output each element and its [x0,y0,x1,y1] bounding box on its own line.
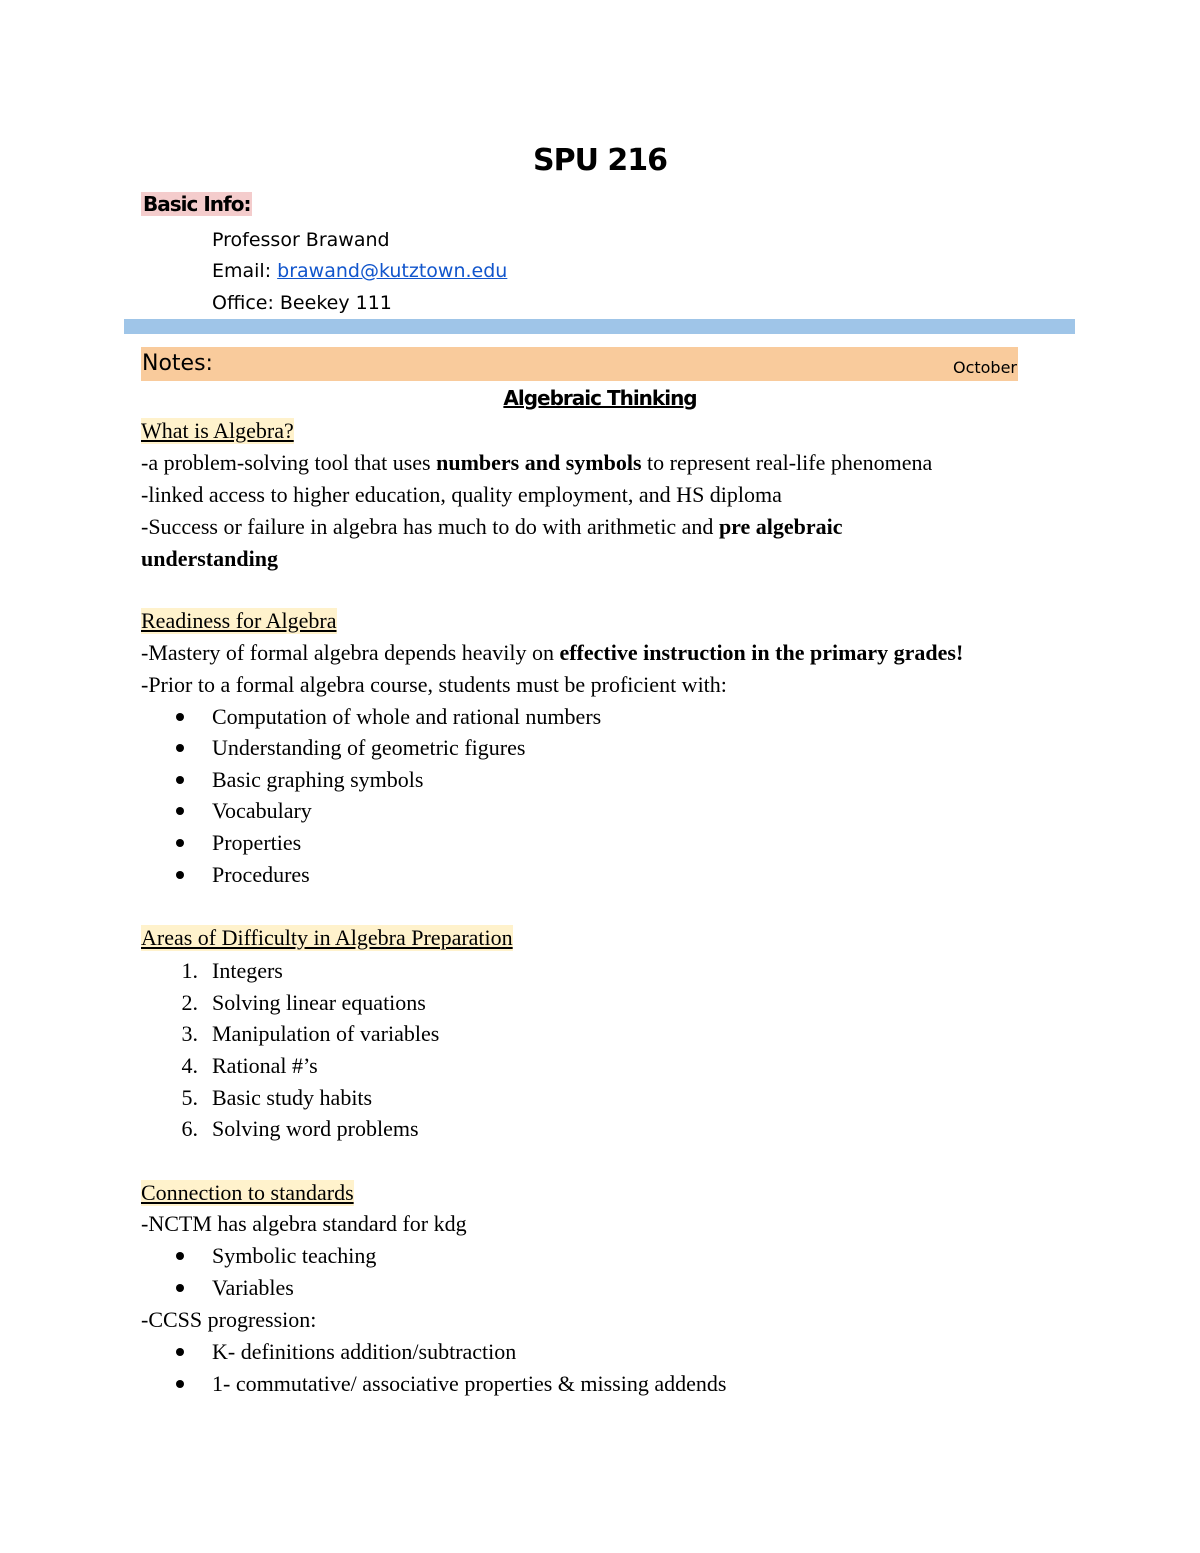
text-line: -a problem-solving tool that uses numbers and symbols to represent real-life phenomena [141,450,933,475]
document-title: SPU 216 [532,143,668,178]
text-line: -Mastery of formal algebra depends heavily on effective instruction in the primary grades! [141,640,964,665]
text-line: -CCSS progression: [141,1307,317,1332]
text-line: -Success or failure in algebra has much to do with arithmetic and pre algebraic [141,514,843,539]
notes-label: Notes: [142,351,213,376]
section-heading-difficulty: Areas of Difficulty in Algebra Preparation [141,925,513,950]
text-line: -NCTM has algebra standard for kdg [141,1211,467,1236]
list-item: 1- commutative/ associative properties & missing addends [212,1371,727,1396]
bullet-dot [176,1252,184,1260]
list-number: 3. [181,1021,198,1046]
list-item: Solving linear equations [212,990,426,1015]
list-number: 6. [181,1116,198,1141]
list-item: Properties [212,830,302,855]
bullet-dot [176,807,184,815]
email-line [212,260,507,282]
list-item: Basic study habits [212,1085,373,1110]
bullet-dot [176,713,184,721]
bullet-dot [176,839,184,847]
notes-date: October [952,358,1017,377]
basic-info-label: Basic Info: [143,192,251,216]
list-item: Rational #’s [212,1053,318,1078]
section-heading-readiness: Readiness for Algebra [141,608,337,633]
email-label: Email: [212,260,272,282]
professor-name: Professor Brawand [212,229,390,251]
list-item: Understanding of geometric figures [212,735,526,760]
list-item: Symbolic teaching [212,1243,377,1268]
bullet-dot [176,1284,184,1292]
notes-bar [141,347,1018,381]
office-line: Office: Beekey 111 [212,292,392,314]
list-item: Computation of whole and rational numbers [212,704,602,729]
list-item: Variables [212,1275,294,1300]
text-line: -Prior to a formal algebra course, students must be proficient with: [141,672,727,697]
topic-title: Algebraic Thinking [503,386,697,410]
section-divider [124,319,1075,334]
list-item: K- definitions addition/subtraction [212,1339,517,1364]
section-heading-standards: Connection to standards [141,1180,354,1205]
list-item: Manipulation of variables [212,1021,440,1046]
list-number: 5. [181,1085,198,1110]
bullet-dot [176,744,184,752]
list-item: Vocabulary [212,798,312,823]
list-number: 1. [181,958,198,983]
list-item: Solving word problems [212,1116,419,1141]
text-line: -linked access to higher education, quality employment, and HS diploma [141,482,782,507]
list-number: 4. [181,1053,198,1078]
list-number: 2. [181,990,198,1015]
text-line: understanding [141,546,278,571]
email-link[interactable]: brawand@kutztown.edu [277,260,508,282]
section-heading-what-is-algebra: What is Algebra? [141,418,294,443]
list-item: Integers [212,958,283,983]
bullet-dot [176,871,184,879]
bullet-dot [176,1348,184,1356]
bullet-dot [176,776,184,784]
list-item: Procedures [212,862,310,887]
bullet-dot [176,1380,184,1388]
list-item: Basic graphing symbols [212,767,424,792]
